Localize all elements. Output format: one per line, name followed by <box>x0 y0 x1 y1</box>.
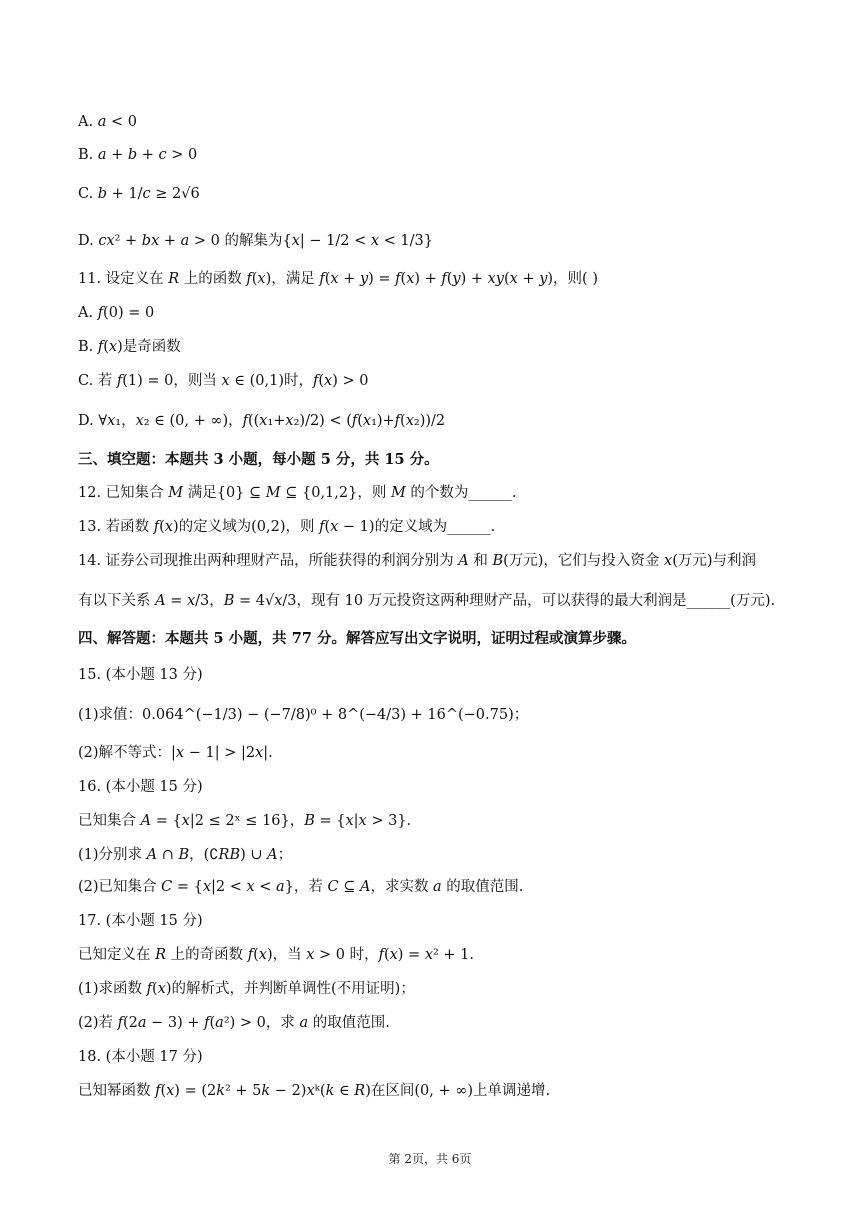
question-14-line-1: 14. 证券公司现推出两种理财产品，所能获得的利润分别为 𝐴 和 𝐵(万元)，它们与投入资金 𝑥(万元)与利润 <box>78 553 757 569</box>
page-footer: 第 2页，共 6页 <box>388 1152 472 1166</box>
option-a: A. 𝑎 < 0 <box>78 114 137 130</box>
question-12: 12. 已知集合 𝑀 满足{0} ⊆ 𝑀 ⊆ {0,1,2}，则 𝑀 的个数为______. <box>78 485 517 501</box>
question-17-part-1: (1)求函数 𝑓(𝑥)的解析式，并判断单调性(不用证明)； <box>78 981 415 997</box>
question-14-line-2: 有以下关系 𝐴 = 𝑥/3，𝐵 = 4√𝑥/3，现有 10 万元投资这两种理财产品，可以获得的最大利润是______(万元). <box>78 593 776 609</box>
option-b: B. 𝑎 + 𝑏 + 𝑐 > 0 <box>78 147 198 163</box>
q11-option-c: C. 若 𝑓(1) = 0，则当 𝑥 ∈ (0,1)时，𝑓(𝑥) > 0 <box>78 373 369 389</box>
question-15-part-2: (2)解不等式：|𝑥 − 1| > |2𝑥|. <box>78 745 273 761</box>
question-15-header: 15. (本小题 13 分) <box>78 667 203 683</box>
option-c: C. 𝑏 + 1/𝑐 ≥ 2√6 <box>78 186 200 202</box>
question-16-part-1: (1)分别求 𝐴 ∩ 𝐵，(∁𝑅𝐵) ∪ 𝐴； <box>78 847 293 863</box>
q11-option-d: D. ∀𝑥₁，𝑥₂ ∈ (0, + ∞)，𝑓((𝑥₁+𝑥₂)/2) < (𝑓(𝑥₁)+𝑓(𝑥₂))/2 <box>78 413 446 429</box>
q11-option-a: A. 𝑓(0) = 0 <box>78 305 155 321</box>
question-15-part-1: (1)求值：0.064^(−1/3) − (−7/8)⁰ + 8^(−4/3) + 16^(−0.75)； <box>78 707 529 723</box>
question-16-header: 16. (本小题 15 分) <box>78 779 203 795</box>
question-18-body: 已知幂函数 𝑓(𝑥) = (2𝑘² + 5𝑘 − 2)𝑥ᵏ(𝑘 ∈ 𝑅)在区间(0, + ∞)上单调递增. <box>78 1083 551 1099</box>
question-17-header: 17. (本小题 15 分) <box>78 913 203 929</box>
section-answer-heading: 四、解答题：本题共 5 小题，共 77 分。解答应写出文字说明，证明过程或演算步骤。 <box>78 630 636 647</box>
question-18-header: 18. (本小题 17 分) <box>78 1049 203 1065</box>
question-16-body: 已知集合 𝐴 = {𝑥|2 ≤ 2ˣ ≤ 16}，𝐵 = {𝑥|𝑥 > 3}. <box>78 813 412 829</box>
question-17-body: 已知定义在 𝑅 上的奇函数 𝑓(𝑥)，当 𝑥 > 0 时，𝑓(𝑥) = 𝑥² + 1. <box>78 947 475 963</box>
question-17-part-2: (2)若 𝑓(2𝑎 − 3) + 𝑓(𝑎²) > 0，求 𝑎 的取值范围. <box>78 1015 390 1031</box>
q11-option-b: B. 𝑓(𝑥)是奇函数 <box>78 339 181 355</box>
section-fill-in-heading: 三、填空题：本题共 3 小题，每小题 5 分，共 15 分。 <box>78 451 439 468</box>
option-d: D. 𝑐𝑥² + 𝑏𝑥 + 𝑎 > 0 的解集为{𝑥| − 1/2 < 𝑥 < 1/3} <box>78 233 433 249</box>
question-13: 13. 若函数 𝑓(𝑥)的定义域为(0,2)，则 𝑓(𝑥 − 1)的定义域为______. <box>78 519 496 535</box>
question-16-part-2: (2)已知集合 𝐶 = {𝑥|2 < 𝑥 < 𝑎}，若 𝐶 ⊆ 𝐴，求实数 𝑎 的取值范围. <box>78 879 524 895</box>
question-11: 11. 设定义在 𝑅 上的函数 𝑓(𝑥)，满足 𝑓(𝑥 + 𝑦) = 𝑓(𝑥) + 𝑓(𝑦) + 𝑥𝑦(𝑥 + 𝑦)，则( ) <box>78 271 598 287</box>
